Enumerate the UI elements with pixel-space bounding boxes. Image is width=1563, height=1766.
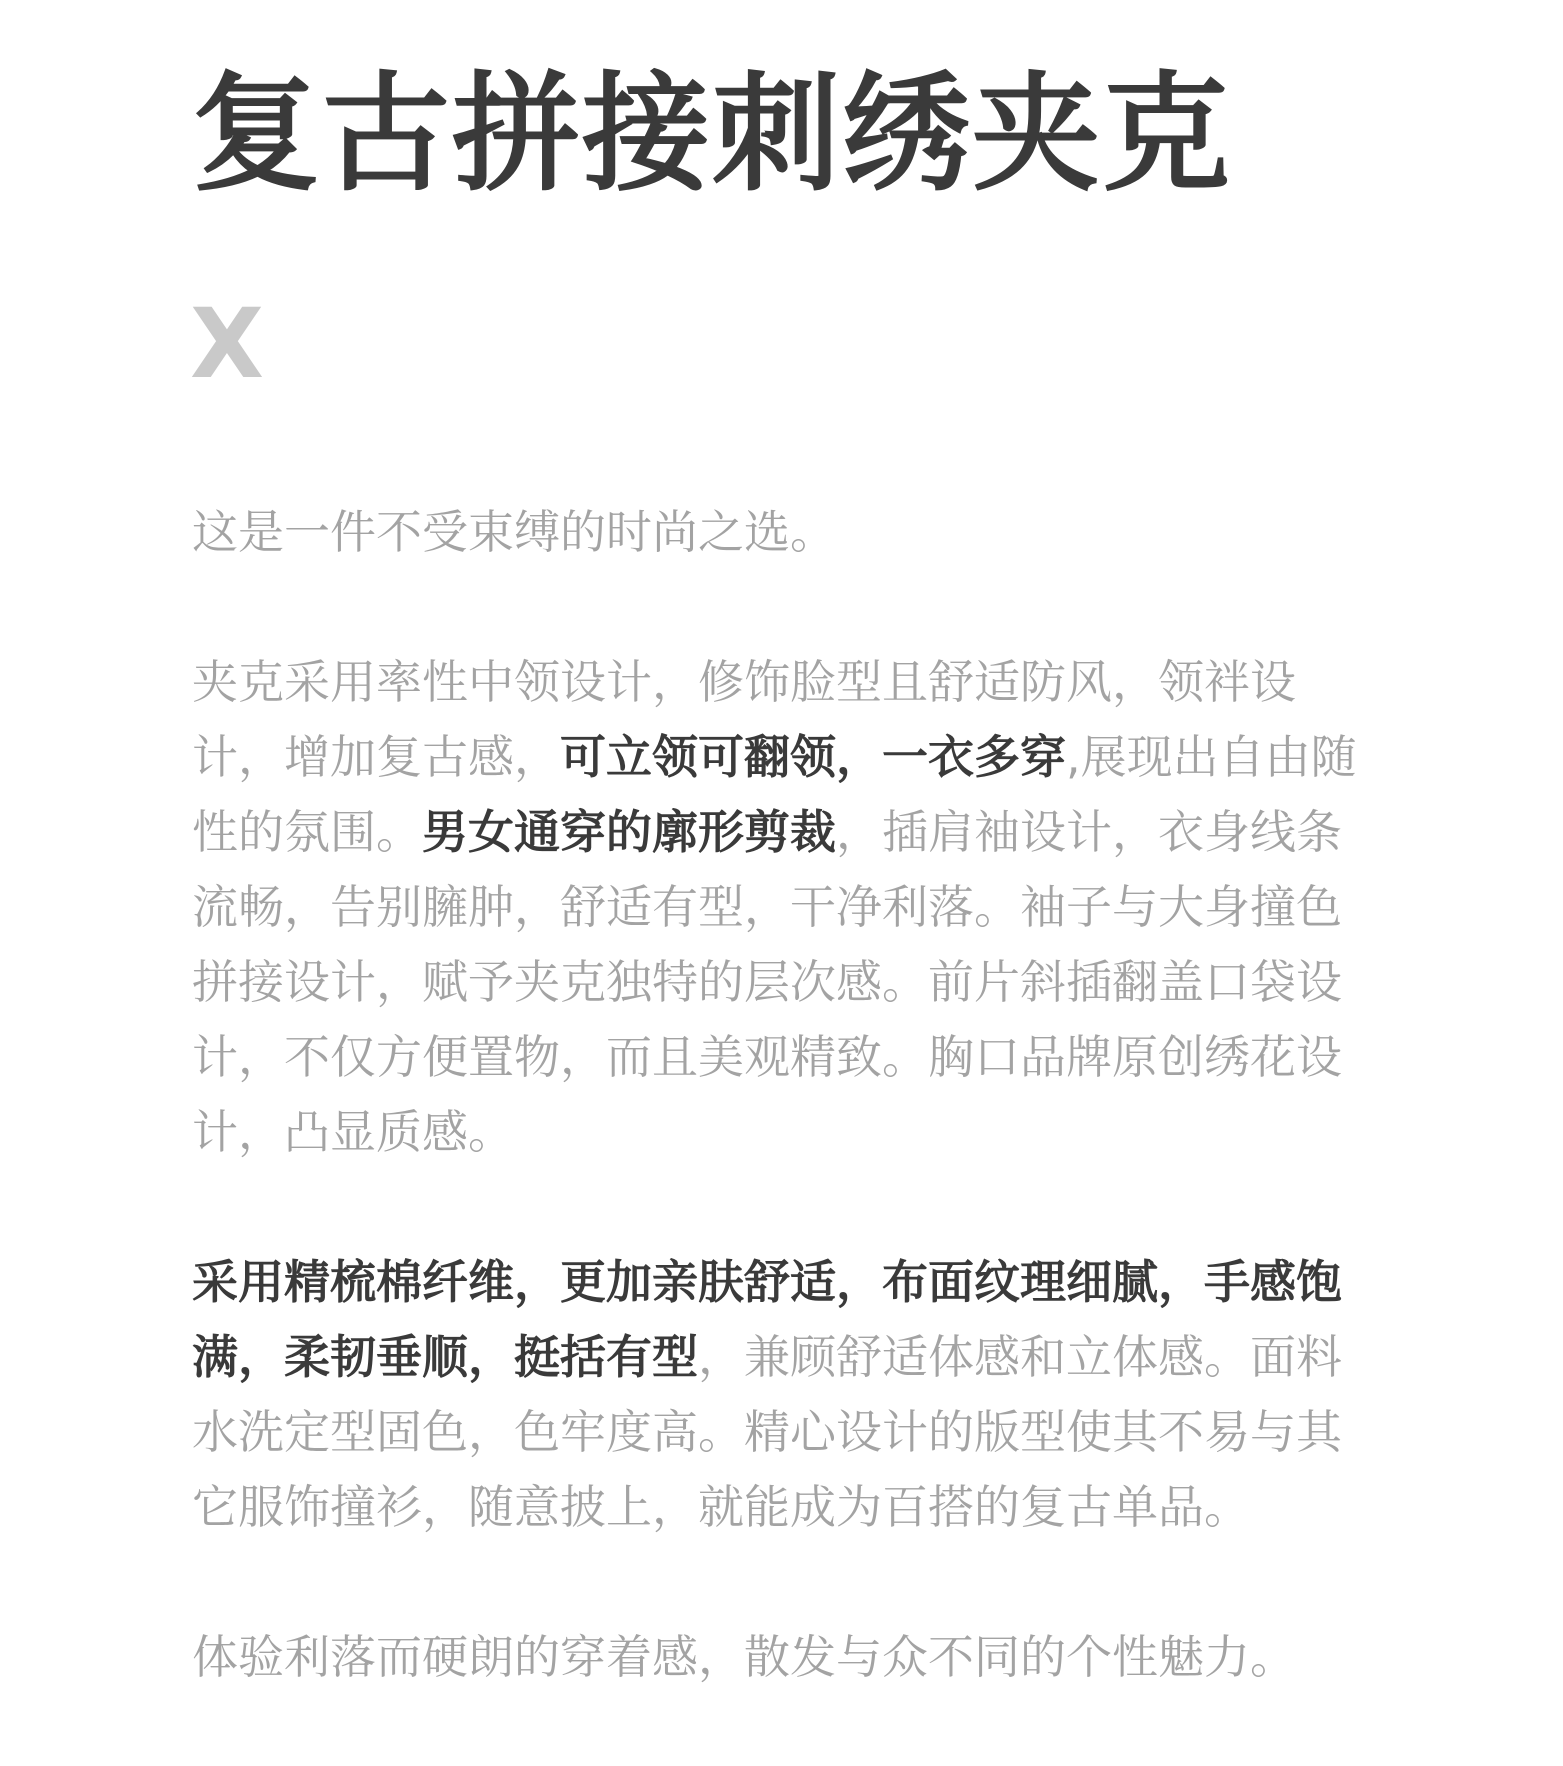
fabric-highlight: 采用精梳棉纤维，更加亲肤舒适，布面纹理细腻，手感饱满，柔韧垂顺，挺括有型 <box>192 1255 1342 1384</box>
design-text-segment: ,展现出自由随性的氛围。 <box>192 730 1357 859</box>
design-highlight-collar: 可立领可翻领，一衣多穿 <box>560 730 1066 784</box>
design-text-segment: ，插肩袖设计，衣身线条流畅，告别臃肿，舒适有型，干净利落。袖子与大身撞色拼接设计，赋予夹克独特的层次感。前片斜插翻盖口袋设计，不仅方便置物，而且美观精致。胸口品牌原创绣花设计，凸显质感。 <box>192 805 1342 1159</box>
design-text-segment: 夹克采用率性中领设计，修饰脸型且舒适防风，领袢设计，增加复古感， <box>192 655 1296 784</box>
decorative-x-mark: X <box>190 288 265 400</box>
fabric-paragraph <box>192 1245 1382 1545</box>
design-paragraph <box>192 645 1382 1170</box>
fabric-text-segment: ，兼顾舒适体感和立体感。面料水洗定型固色，色牢度高。精心设计的版型使其不易与其它服饰撞衫，随意披上，就能成为百搭的复古单品。 <box>192 1330 1342 1534</box>
product-title: 复古拼接刺绣夹克 <box>192 60 1233 209</box>
intro-text: 这是一件不受束缚的时尚之选。 <box>192 505 836 559</box>
closing-text: 体验利落而硬朗的穿着感，散发与众不同的个性魅力。 <box>192 1630 1296 1684</box>
design-highlight-cut: 男女通穿的廓形剪裁 <box>422 805 836 859</box>
